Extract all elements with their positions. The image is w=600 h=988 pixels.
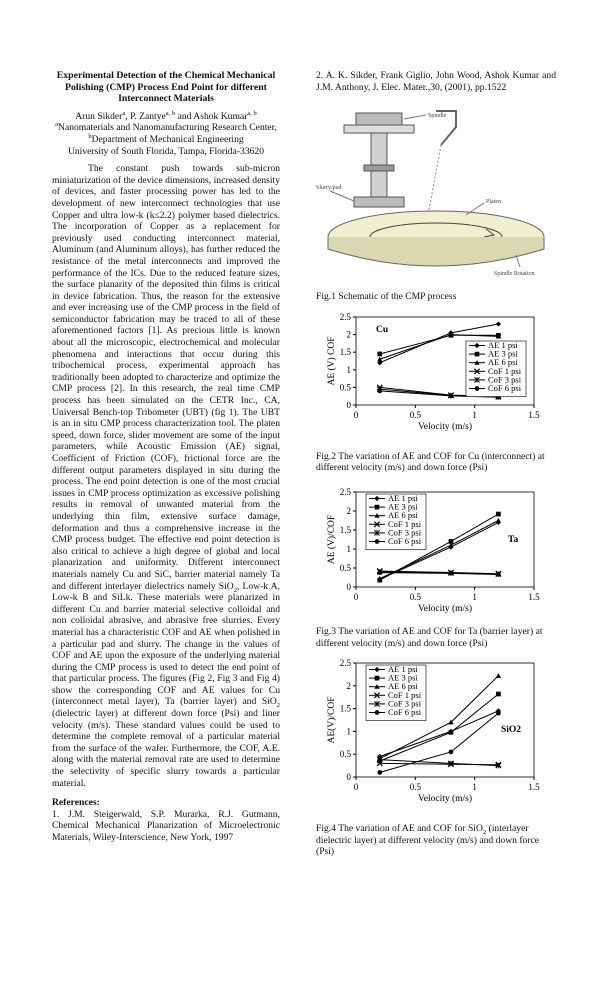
- x-axis-label: Velocity (m/s): [417, 421, 473, 432]
- body-text-3: (dielectric layer) at different down force (Psi) and liner velocity (m/s). These standard values could be used to determine the complete removal of a particular material from the surface of the wafer. Furthermore, the COF, A.E. along with the material removal rate are used to determine the selectivity of specific slurry towards a particular material.: [52, 708, 280, 789]
- legend-label: CoF 6 psi: [388, 707, 422, 718]
- data-point: [449, 393, 454, 398]
- reference-1: 1. J.M. Steigerwald, S.P. Murarka, R.J. Gutmann, Chemical Mechanical Planarization of Microelectronic Materials, Wiley-Interscience, New York, 1997: [52, 808, 280, 843]
- y-tick-label: 0: [346, 581, 351, 592]
- author-2-sup: a, b: [165, 109, 176, 117]
- y-tick-label: 2: [346, 680, 351, 691]
- legend-label: AE 6 psi: [488, 356, 518, 367]
- label-slurry: Slurry/pad: [316, 185, 342, 192]
- x-axis-label: Velocity (m/s): [417, 794, 473, 805]
- y-tick-label: 2: [346, 505, 351, 516]
- x-tick-label: 0.5: [409, 409, 421, 420]
- x-tick-label: 1: [472, 591, 477, 602]
- body-sub-1: 2: [233, 586, 237, 594]
- affiliation-1-text: Nanomaterials and Nanomanufacturing Research Center,: [58, 122, 277, 134]
- data-point: [377, 770, 382, 775]
- series-4: [377, 757, 501, 768]
- data-point: [496, 512, 501, 517]
- legend: [466, 340, 526, 397]
- body-text-1: The constant push towards sub-micron miniaturization of the device dimensions, increased density of devices, and faster processing power has led to the development of new interconnect technologies that use Copper and ultra low-k (k≤2.2) polymer based dielectrics. The incorporation of Copper as a replacement for previously used conducting interconnect material, Aluminum (and Aluminum alloys), has further reduced the resistance of the metal interconnects and improved the performance of the ICs. Due to the reduced feature sizes, the surface planarity of the deposited thin films is critical in device fabrication. Thus, the reason for the extensive and ever increasing use of the CMP process in the field of semiconductor fabrication may be traced to all of these aforementioned factors [1]. As precious little is known about all the microscopic, electrochemical and molecular phenomena and interactions that occur during this tribochemical process, experimental approach has traditionally been adopted to characterize and optimize the CMP process [2]. In this research, the real time CMP process has been simulated on the CETR Inc., CA, Universal Bench-top Tribometer (UBT) (fig 1). The UBT is an in situ CMP process characterization tool. The platen speed, down force, slider movement are some of the input parameters, while Acoustic Emission (AE) signal, Coefficient of Friction (COF), frictional force are the different output parameters displayed in situ during the process. The end point detection is one of the most crucial issues in CMP process optimization as excessive polishing results in removal of unwanted material from the underlying thin film, extensive surface damage, deformation and thus a comprehensive increase in the CMP process budget. The effective end point detection is also critical to achieve a high degree of global and local planarization and uniformity. Different interconnect materials namely Cu and SiC, barrier material namely Ta and different interlayer dielectrics namely SiO: [52, 163, 280, 592]
- data-point: [449, 571, 454, 576]
- right-column: [316, 70, 556, 858]
- fig2-caption: Fig.2 The variation of AE and COF for Cu (interconnect) at different velocity (m/s) and down force (Psi): [316, 450, 545, 474]
- label-spindle: Spindle: [428, 113, 447, 120]
- legend-label: CoF 1 psi: [388, 689, 422, 700]
- slurry-leader: [330, 191, 354, 201]
- y-tick-label: 0: [346, 772, 351, 783]
- legend-label: AE 1 psi: [488, 339, 518, 350]
- legend-label: AE 3 psi: [488, 348, 518, 359]
- fig3-chart: [316, 486, 556, 620]
- data-point: [449, 730, 454, 735]
- data-point: [496, 572, 501, 577]
- affiliation-2-sup: b: [88, 132, 92, 140]
- fig4-caption: [316, 823, 556, 858]
- label-platen: Platen: [486, 199, 501, 206]
- y-tick-label: 1: [346, 364, 351, 375]
- wafer-carrier: [354, 197, 404, 207]
- x-tick-label: 0: [353, 591, 359, 602]
- y-tick-label: 2.5: [339, 658, 351, 669]
- reference-2: 2. A. K. Sikder, Frank Giglio, John Wood, Ashok Kumar and J.M. Anthony, J. Elec. Mater.,30, (2001), pp.1522: [316, 70, 556, 93]
- slurry-stream: [428, 145, 441, 215]
- chart-annotation: SiO2: [501, 725, 522, 736]
- legend-marker: [475, 386, 480, 391]
- data-point: [496, 692, 501, 697]
- y-tick-label: 0.5: [339, 749, 351, 760]
- fig1-caption: Fig.1 Schematic of the CMP process: [316, 291, 457, 303]
- legend-label: CoF 3 psi: [388, 527, 422, 538]
- y-tick-label: 1: [346, 543, 351, 554]
- legend-label: CoF 1 psi: [488, 365, 522, 376]
- body-paragraph: [52, 163, 280, 789]
- series-line: [380, 760, 499, 766]
- affiliation-3: University of South Florida, Tampa, Florida-33620: [67, 145, 265, 157]
- legend: [366, 664, 426, 721]
- legend: [366, 493, 426, 550]
- y-tick-label: 0: [346, 399, 351, 410]
- body-sub-2: 2: [276, 702, 280, 710]
- legend-label: CoF 1 psi: [388, 518, 422, 529]
- legend-marker: [475, 352, 480, 357]
- label-disk: Spindle Rotation: [494, 271, 535, 278]
- fig3-caption: Fig.3 The variation of AE and COF for Ta (barrier layer) at different velocity (m/s) and down force (Psi): [316, 625, 543, 649]
- x-tick-label: 1: [472, 409, 477, 420]
- legend-marker: [375, 505, 380, 510]
- legend-label: CoF 6 psi: [388, 535, 422, 546]
- data-point: [377, 570, 382, 575]
- author-2: P. Zantye: [130, 110, 166, 122]
- y-axis-label: AE (V)/COF: [327, 514, 337, 565]
- y-axis-label: AE (V) COF: [327, 336, 337, 386]
- fig4-caption-text: Fig.4 The variation of AE and COF for SiO: [316, 823, 483, 835]
- legend-label: AE 1 psi: [388, 492, 418, 503]
- data-point: [496, 321, 501, 326]
- x-axis-label: Velocity (m/s): [417, 603, 473, 614]
- cmp-schematic-figure: [316, 105, 546, 285]
- y-axis-label: AE(V)/COF: [327, 696, 337, 744]
- spindle-leader: [404, 115, 426, 119]
- author-sep-1: ,: [125, 110, 131, 122]
- legend-label: AE 3 psi: [388, 501, 418, 512]
- y-tick-label: 2.5: [339, 311, 351, 322]
- affiliation-1-sup: a: [55, 121, 59, 129]
- y-tick-label: 1: [346, 726, 351, 737]
- y-tick-label: 1.5: [339, 703, 351, 714]
- legend-marker: [375, 539, 380, 544]
- references-heading: References:: [52, 797, 100, 809]
- author-3: Ashok Kumar: [193, 110, 248, 122]
- data-point: [496, 673, 501, 678]
- legend-label: AE 6 psi: [388, 510, 418, 521]
- x-tick-label: 1.5: [528, 782, 540, 793]
- legend-label: AE 3 psi: [388, 672, 418, 683]
- chart-annotation: Ta: [508, 534, 519, 545]
- y-tick-label: 2: [346, 329, 351, 340]
- fig2-chart: [316, 311, 556, 445]
- author-sep-2: and: [175, 110, 194, 122]
- x-tick-label: 0.5: [409, 782, 421, 793]
- spindle-flange: [344, 125, 414, 133]
- legend-label: CoF 6 psi: [488, 382, 522, 393]
- paper-title: Experimental Detection of the Chemical Mechanical Polishing (CMP) Process End Point for different Interconnect Materials: [56, 70, 276, 105]
- author-3-sup: a, b: [247, 109, 257, 117]
- legend-label: AE 6 psi: [388, 681, 418, 692]
- x-tick-label: 1.5: [528, 409, 540, 420]
- data-point: [449, 750, 454, 755]
- legend-marker: [375, 676, 380, 681]
- legend-label: CoF 3 psi: [488, 374, 522, 385]
- fig4-chart: [316, 657, 556, 815]
- platen-edge: [328, 237, 544, 266]
- left-column: [52, 70, 280, 844]
- author-line: [52, 111, 280, 123]
- y-tick-label: 2.5: [339, 486, 351, 497]
- body-text-2: , Low-k A, Low-k B and SiLk. These materials were planarized in different Cu and barrier material selective colloidal and non colloidal abrasive, and abrasive free slurries. Every material has a characteristic COF and AE when polished in a particular pad and slurry. The change in the values of COF and AE upon the exposure of the underlying material during the CMP process is used to detect the end point of that particular process. The figures (Fig 2, Fig 3 and Fig 4) show the corresponding COF and AE values for Cu (interconnect metal layer), Ta (barrier layer) and SiO: [52, 580, 280, 708]
- x-tick-label: 0.5: [409, 591, 421, 602]
- y-tick-label: 1.5: [339, 524, 351, 535]
- y-tick-label: 0.5: [339, 562, 351, 573]
- y-tick-label: 1.5: [339, 346, 351, 357]
- affiliation-2-text: Department of Mechanical Engineering: [91, 133, 244, 145]
- series-3: [377, 761, 501, 768]
- fig4-caption-sub: 2: [482, 829, 487, 837]
- x-tick-label: 0: [353, 409, 359, 420]
- data-point: [496, 518, 501, 523]
- legend-label: CoF 3 psi: [388, 698, 422, 709]
- data-point: [377, 388, 382, 393]
- legend-marker: [375, 710, 380, 715]
- x-tick-label: 0: [353, 782, 359, 793]
- y-tick-label: 0.5: [339, 382, 351, 393]
- chart-annotation: Cu: [376, 324, 389, 335]
- affiliation-1: [52, 122, 280, 134]
- legend-label: AE 1 psi: [388, 664, 418, 675]
- author-1: Arun Sikder: [75, 110, 123, 122]
- x-tick-label: 1: [472, 782, 477, 793]
- data-point: [377, 351, 382, 356]
- disk-leader: [516, 255, 520, 267]
- spindle-cap: [356, 113, 402, 125]
- spindle-collar: [364, 165, 394, 171]
- x-tick-label: 1.5: [528, 591, 540, 602]
- affiliation-2: [52, 134, 280, 146]
- author-1-sup: a: [122, 109, 126, 117]
- data-point: [496, 711, 501, 716]
- fig4-caption-rest: (interlayer dielectric layer) at different velocity (m/s) and down force (Psi): [316, 823, 540, 858]
